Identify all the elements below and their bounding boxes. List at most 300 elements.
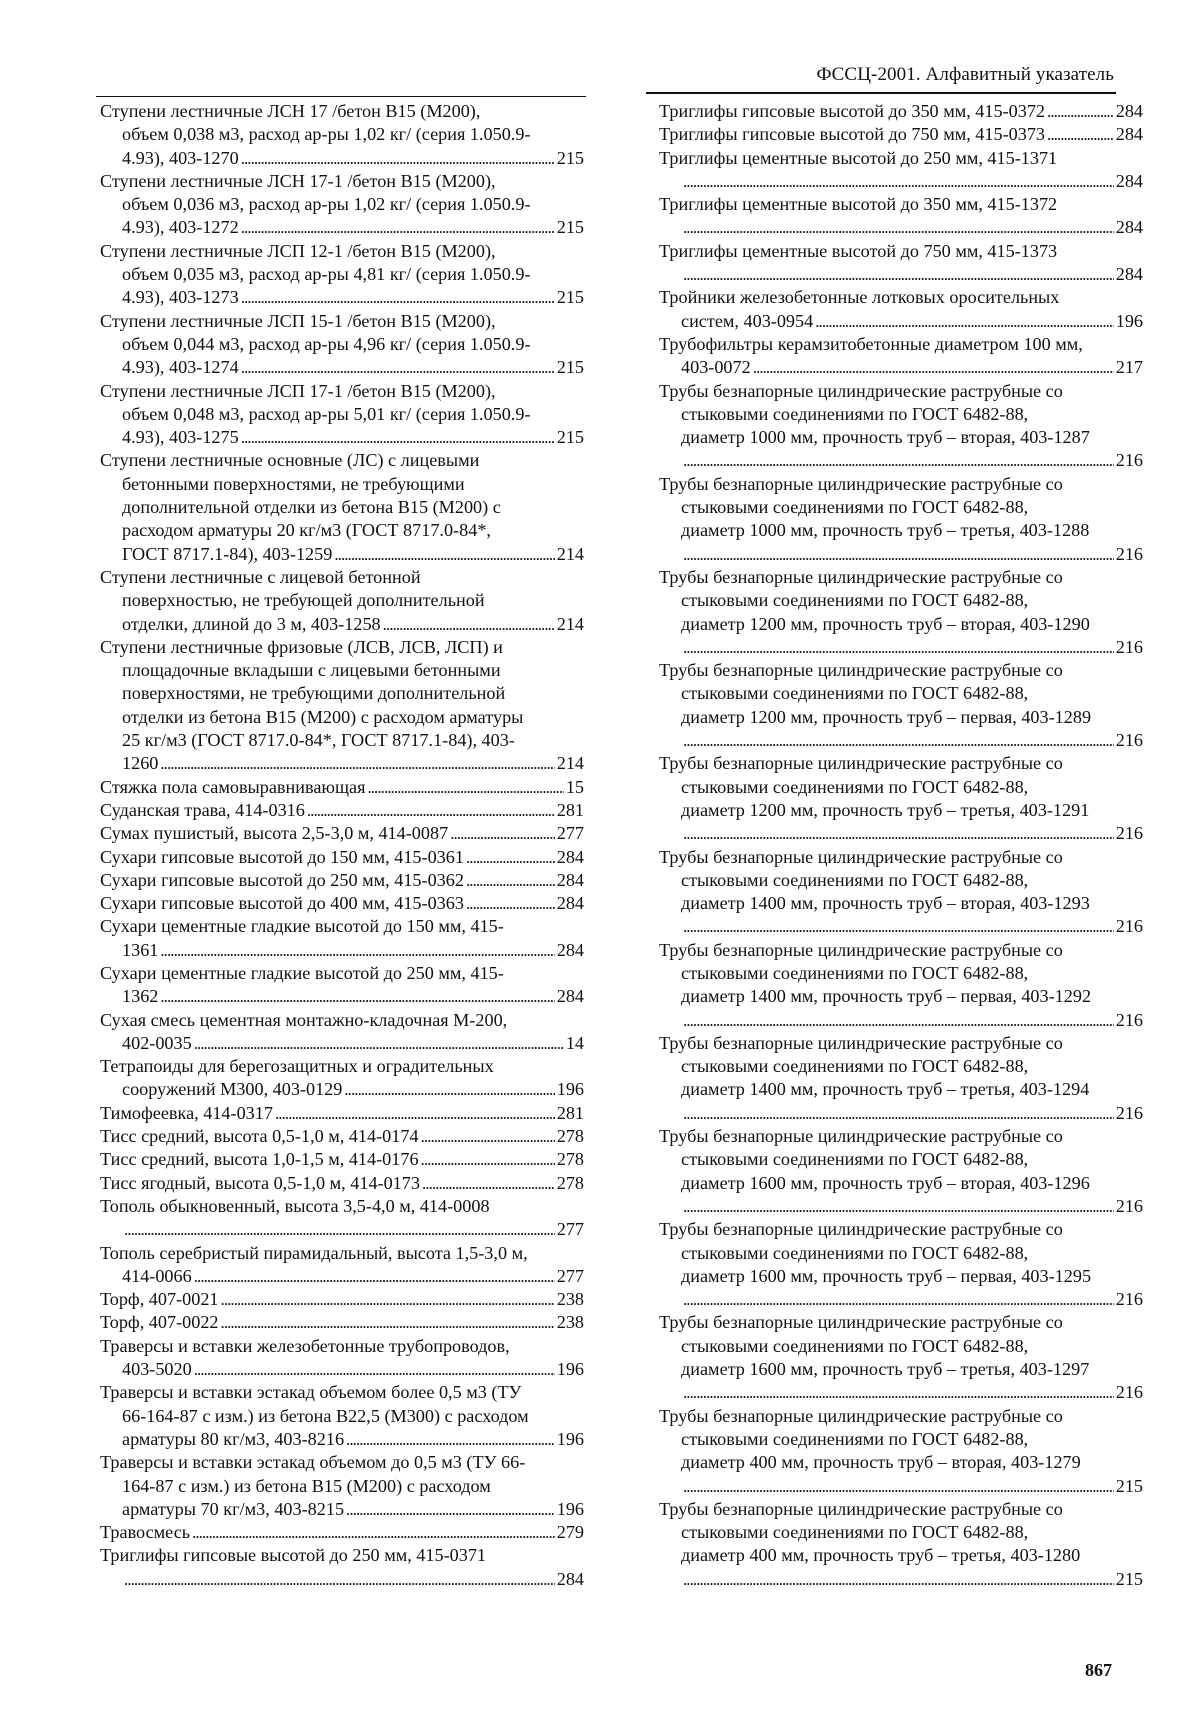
index-entry-page: 196 [556,1359,584,1380]
index-entry-text: Триглифы гипсовые высотой до 350 мм, 415-0372 [659,101,1046,121]
left-index-column [100,100,584,1591]
index-entry-line [659,403,1143,426]
index-entry-line [659,776,1143,799]
index-entry-text: 164-87 с изм.) из бетона В15 (М200) с расходом [122,1475,491,1496]
index-entry-page: 215 [556,287,584,308]
index-entry-line [659,1195,1143,1218]
dot-leader [194,1265,555,1288]
index-entry-text: диаметр 1400 мм, прочность труб – третья, 403-1294 [681,1079,1090,1100]
dot-leader [124,1218,555,1241]
index-entry-text: диаметр 1200 мм, прочность труб – первая, 403-1289 [681,706,1092,727]
index-entry-page: 284 [556,846,584,867]
index-entry-line [100,1242,584,1265]
dot-leader [160,985,554,1008]
index-entry-line [100,543,584,566]
index-entry-line [659,1521,1143,1544]
index-entry-text: диаметр 1600 мм, прочность труб – третья, 403-1297 [681,1359,1090,1380]
index-entry [659,333,1143,380]
index-entry-text: арматуры 80 кг/м3, 403-8216 [122,1428,345,1449]
index-entry-line [659,915,1143,938]
index-entry-line [100,822,584,845]
index-entry [100,915,584,962]
dot-leader [683,1102,1114,1125]
index-entry [100,776,584,799]
index-entry-page: 284 [1115,101,1143,121]
index-entry [100,566,584,636]
index-entry-text: Триглифы цементные высотой до 350 мм, 415-1372 [659,194,1058,215]
index-entry-line [100,496,584,519]
index-entry-line [659,1405,1143,1428]
index-entry-line [100,682,584,705]
index-entry-text: 1260 [122,753,159,774]
index-entry [659,473,1143,566]
dot-leader [367,776,563,799]
index-entry-line [100,1288,584,1311]
index-entry-text: Торф, 407-0022 [100,1312,219,1333]
index-entry-page: 284 [556,986,584,1007]
index-entry [659,659,1143,752]
index-entry-line [100,147,584,170]
index-entry-line [100,1544,584,1567]
index-entry-line [659,892,1143,915]
index-entry [659,1218,1143,1311]
index-entry-text: арматуры 70 кг/м3, 403-8215 [122,1498,345,1519]
dot-leader [383,613,555,636]
index-entry-line [659,1102,1143,1125]
index-entry-text: стыковыми соединениями по ГОСТ 6482-88, [681,497,1029,518]
index-entry-text: поверхностями, не требующими дополнительной [122,683,506,704]
index-entry-text: объем 0,038 м3, расход ар-ры 1,02 кг/ (серия 1.050.9- [122,124,531,145]
index-entry-text: 4.93), 403-1273 [122,287,239,308]
index-entry-line [659,1381,1143,1404]
index-entry-page: 216 [1115,730,1143,751]
index-entry-text: Трубы безнапорные цилиндрические раструбные со [659,1405,1063,1426]
index-entry-text: Трубы безнапорные цилиндрические раструбные со [659,660,1063,681]
index-entry-line [659,799,1143,822]
index-entry-text: Трубы безнапорные цилиндрические раструбные со [659,753,1063,774]
index-entry-text: дополнительной отделки из бетона В15 (М200) с [122,497,501,518]
index-entry-text: отделки из бетона В15 (М200) с расходом арматуры [122,706,524,727]
index-entry-line [659,1568,1143,1591]
index-entry-line [100,1265,584,1288]
index-entry [100,1195,584,1242]
index-entry-line [100,915,584,938]
index-entry-line [100,1521,584,1544]
index-entry-text: Тисс средний, высота 1,0-1,5 м, 414-0176 [100,1149,419,1170]
index-entry [100,1125,584,1148]
index-entry-page: 216 [1115,636,1143,657]
index-entry-text: Торф, 407-0021 [100,1289,219,1310]
index-entry-page: 278 [556,1149,584,1170]
dot-leader [194,1358,555,1381]
index-entry-text: отделки, длиной до 3 м, 403-1258 [122,613,381,634]
index-entry [100,170,584,240]
index-entry-text: Трубы безнапорные цилиндрические раструбные со [659,1219,1063,1240]
index-entry-text: диаметр 1600 мм, прочность труб – первая, 403-1295 [681,1265,1092,1286]
dot-leader [466,892,555,915]
index-entry-line [100,706,584,729]
dot-leader [192,1521,555,1544]
index-entry [659,286,1143,333]
index-entry-line [659,613,1143,636]
index-entry-text: 402-0035 [122,1032,192,1053]
index-entry-text: Ступени лестничные с лицевой бетонной [100,566,421,587]
index-entry-line [659,333,1143,356]
index-entry-line [100,1009,584,1032]
index-entry-page: 284 [556,869,584,890]
dot-leader [683,1009,1114,1032]
index-entry-text: Тисс средний, высота 0,5-1,0 м, 414-0174 [100,1126,419,1147]
index-entry-text: 66-164-87 с изм.) из бетона В22,5 (М300) с расходом [122,1405,529,1426]
index-entry-line [659,1218,1143,1241]
index-entry [659,147,1143,194]
right-index-column [659,100,1143,1591]
dot-leader [241,216,555,239]
index-entry-line [100,426,584,449]
index-entry-line [100,286,584,309]
index-entry-line [659,1125,1143,1148]
index-entry-page: 216 [1115,1289,1143,1310]
index-entry-page: 217 [1115,357,1143,378]
index-entry [100,1544,584,1591]
index-entry-page: 15 [565,776,584,797]
dot-leader [683,449,1114,472]
index-entry [659,1311,1143,1404]
index-entry-text: Ступени лестничные ЛСП 17-1 /бетон В15 (М200), [100,380,496,401]
index-entry-line [100,1125,584,1148]
index-entry [659,566,1143,659]
index-entry-text: Ступени лестничные ЛСН 17-1 /бетон В15 (М200), [100,170,496,191]
index-entry-line [659,263,1143,286]
index-entry-text: Травосмесь [100,1522,191,1543]
dot-leader [160,752,554,775]
index-entry-line [100,1498,584,1521]
dot-leader [683,1288,1114,1311]
index-entry-text: поверхностью, не требующей дополнительной [122,590,485,611]
index-entry-line [100,869,584,892]
index-entry [659,380,1143,473]
dot-leader [683,1568,1114,1591]
index-entry-text: 414-0066 [122,1265,192,1286]
index-entry-line [659,193,1143,216]
index-entry-line [100,636,584,659]
index-entry-page: 284 [556,893,584,914]
index-entry-page: 215 [556,427,584,448]
index-entry-text: стыковыми соединениями по ГОСТ 6482-88, [681,1522,1029,1543]
index-entry-line [659,589,1143,612]
index-entry [100,1172,584,1195]
dot-leader [683,543,1114,566]
index-entry-line [659,170,1143,193]
index-entry-line [659,1055,1143,1078]
index-entry-text: систем, 403-0954 [681,310,814,331]
index-entry-line [100,1032,584,1055]
dot-leader [683,1475,1114,1498]
index-entry-line [659,1078,1143,1101]
index-entry-page: 281 [556,799,584,820]
index-entry [100,1009,584,1056]
index-entry-page: 196 [1115,310,1143,331]
dot-leader [466,846,555,869]
index-entry-text: Тополь обыкновенный, высота 3,5-4,0 м, 414-0008 [100,1195,490,1216]
index-entry-line [100,170,584,193]
index-entry-text: стыковыми соединениями по ГОСТ 6482-88, [681,683,1029,704]
index-entry-line [659,822,1143,845]
index-entry-page: 284 [1115,170,1143,191]
dot-leader [683,729,1114,752]
index-entry-text: Ступени лестничные основные (ЛС) с лицевыми [100,450,480,471]
index-entry-line [100,589,584,612]
index-entry-line [659,356,1143,379]
index-entry [100,892,584,915]
dot-leader [683,915,1114,938]
index-entry-page: 216 [1115,1102,1143,1123]
index-entry-line [659,1335,1143,1358]
index-entry-text: стыковыми соединениями по ГОСТ 6482-88, [681,1242,1029,1263]
index-entry-text: Триглифы гипсовые высотой до 750 мм, 415-0373 [659,124,1046,145]
index-entry-line [659,1242,1143,1265]
index-entry-line [659,962,1143,985]
dot-leader [221,1288,555,1311]
index-entry [100,100,584,170]
index-entry-line [100,356,584,379]
dot-leader [753,356,1114,379]
index-entry-line [659,985,1143,1008]
index-entry-text: 4.93), 403-1270 [122,147,239,168]
index-entry-page: 284 [556,1568,584,1589]
index-entry-text: стыковыми соединениями по ГОСТ 6482-88, [681,590,1029,611]
index-entry-text: Сухари цементные гладкие высотой до 250 мм, 415- [100,962,504,983]
index-entry-text: Тройники железобетонные лотковых оросительных [659,287,1060,308]
index-entry-line [100,1381,584,1404]
index-entry-line [659,543,1143,566]
index-entry-line [100,473,584,496]
index-entry-line [659,240,1143,263]
index-entry-line [659,100,1143,123]
page-number: 867 [1085,1660,1112,1680]
index-entry-text: 403-0072 [681,357,751,378]
index-entry-text: Трубы безнапорные цилиндрические раструбные со [659,939,1063,960]
index-entry [100,822,584,845]
index-entry-text: Суданская трава, 414-0316 [100,799,305,820]
index-entry-text: объем 0,044 м3, расход ар-ры 4,96 кг/ (серия 1.050.9- [122,333,531,354]
index-entry-text: стыковыми соединениями по ГОСТ 6482-88, [681,1428,1029,1449]
index-entry-text: объем 0,048 м3, расход ар-ры 5,01 кг/ (серия 1.050.9- [122,403,531,424]
index-entry-text: стыковыми соединениями по ГОСТ 6482-88, [681,403,1029,424]
index-entry-line [100,1335,584,1358]
dot-leader [421,1148,555,1171]
index-entry-text: 4.93), 403-1275 [122,427,239,448]
index-entry-line [659,123,1143,146]
dot-leader [221,1311,555,1334]
index-entry-text: Триглифы цементные высотой до 250 мм, 415-1371 [659,147,1058,168]
index-entry-text: Сумах пушистый, высота 2,5-3,0 м, 414-0087 [100,823,449,844]
index-entry-text: диаметр 400 мм, прочность труб – третья, 403-1280 [681,1545,1081,1566]
index-entry-line [659,216,1143,239]
index-entry-line [659,1498,1143,1521]
index-entry-text: Ступени лестничные ЛСП 12-1 /бетон В15 (М200), [100,240,496,261]
dot-leader [160,939,554,962]
index-entry-text: Трубы безнапорные цилиндрические раструбные со [659,380,1063,401]
index-entry-page: 238 [556,1289,584,1310]
index-entry-line [100,240,584,263]
index-entry-line [100,939,584,962]
dot-leader [683,1381,1114,1404]
dot-leader [683,263,1114,286]
index-entry-line [659,1544,1143,1567]
index-entry-text: Тисс ягодный, высота 0,5-1,0 м, 414-0173 [100,1172,420,1193]
index-entry-line [100,193,584,216]
index-entry-text: объем 0,036 м3, расход ар-ры 1,02 кг/ (серия 1.050.9- [122,194,531,215]
index-entry-text: бетонными поверхностями, не требующими [122,473,465,494]
index-entry-line [100,1568,584,1591]
dot-leader [124,1568,555,1591]
index-entry-text: Тополь серебристый пирамидальный, высота 1,5-3,0 м, [100,1242,528,1263]
index-entry-line [100,519,584,542]
index-entry [100,846,584,869]
index-entry-line [659,706,1143,729]
index-entry-line [100,729,584,752]
index-entry-line [659,636,1143,659]
index-entry-line [100,449,584,472]
index-entry-line [659,286,1143,309]
index-entry-text: ГОСТ 8717.1-84), 403-1259 [122,543,333,564]
index-entry-line [100,659,584,682]
index-entry-line [100,892,584,915]
index-entry-line [659,729,1143,752]
index-entry-text: Сухари цементные гладкие высотой до 150 мм, 415- [100,916,504,937]
index-entry-text: стыковыми соединениями по ГОСТ 6482-88, [681,869,1029,890]
index-entry-text: стыковыми соединениями по ГОСТ 6482-88, [681,1335,1029,1356]
index-entry-page: 216 [1115,1009,1143,1030]
index-entry-page: 196 [556,1498,584,1519]
index-entry-line [659,566,1143,589]
index-entry-page: 214 [556,613,584,634]
index-entry-line [100,1172,584,1195]
index-entry-text: Трубы безнапорные цилиндрические раструбные со [659,473,1063,494]
index-entry [659,939,1143,1032]
index-entry [100,380,584,450]
index-entry-text: 4.93), 403-1272 [122,217,239,238]
index-entry-line [100,123,584,146]
index-entry [659,1032,1143,1125]
index-entry-line [659,147,1143,170]
index-entry-text: диаметр 1000 мм, прочность труб – вторая, 403-1287 [681,427,1090,448]
left-column-rule [96,96,586,97]
index-entry-line [659,426,1143,449]
index-entry-page: 216 [1115,1195,1143,1216]
index-entry-text: диаметр 1600 мм, прочность труб – вторая, 403-1296 [681,1172,1090,1193]
index-entry-line [659,1009,1143,1032]
dot-leader [241,286,555,309]
index-entry-text: Триглифы гипсовые высотой до 250 мм, 415-0371 [100,1545,487,1566]
index-entry-text: Тимофеевка, 414-0317 [100,1102,273,1123]
index-entry-line [659,1358,1143,1381]
index-entry-text: Трубофильтры керамзитобетонные диаметром 100 мм, [659,333,1083,354]
dot-leader [683,216,1114,239]
index-entry [100,449,584,565]
index-entry-text: Ступени лестничные ЛСН 17 /бетон В15 (М200), [100,101,481,121]
index-entry-page: 277 [556,823,584,844]
index-entry-page: 284 [556,939,584,960]
index-entry-line [100,1078,584,1101]
index-entry-text: 403-5020 [122,1359,192,1380]
index-entry-page: 278 [556,1172,584,1193]
index-entry [659,1405,1143,1498]
header-rule [646,92,1116,94]
index-entry-text: сооружений М300, 403-0129 [122,1079,343,1100]
dot-leader [450,822,555,845]
index-entry-line [100,1195,584,1218]
index-entry-line [100,1358,584,1381]
index-entry-line [659,1475,1143,1498]
index-entry-text: диаметр 1400 мм, прочность труб – первая, 403-1292 [681,986,1092,1007]
dot-leader [334,543,554,566]
dot-leader [346,1428,555,1451]
index-entry-text: 4.93), 403-1274 [122,357,239,378]
index-entry [659,100,1143,123]
dot-leader [466,869,555,892]
index-entry-page: 14 [565,1032,584,1053]
index-entry-page: 277 [556,1219,584,1240]
index-entry-text: Трубы безнапорные цилиндрические раструбные со [659,1032,1063,1053]
dot-leader [683,1195,1114,1218]
index-entry [659,846,1143,939]
index-entry-line [100,380,584,403]
index-entry-line [100,1102,584,1125]
index-entry-line [659,1265,1143,1288]
index-entry-page: 216 [1115,543,1143,564]
index-entry-line [659,310,1143,333]
index-entry [659,193,1143,240]
dot-leader [241,356,555,379]
dot-leader [275,1102,555,1125]
dot-leader [815,310,1114,333]
index-entry [100,1335,584,1382]
index-entry-text: 1361 [122,939,159,960]
index-entry-line [100,846,584,869]
index-entry-line [659,496,1143,519]
index-entry-page: 216 [1115,916,1143,937]
index-entry-page: 284 [1115,217,1143,238]
index-entry-text: Трубы безнапорные цилиндрические раструбные со [659,1498,1063,1519]
index-entry-text: диаметр 1000 мм, прочность труб – третья, 403-1288 [681,520,1090,541]
index-entry-line [100,263,584,286]
index-entry-text: Траверсы и вставки эстакад объемом до 0,5 м3 (ТУ 66- [100,1452,526,1473]
index-entry-line [659,473,1143,496]
index-entry-page: 215 [1115,1475,1143,1496]
index-entry-page: 284 [1115,124,1143,145]
index-entry-text: Ступени лестничные ЛСП 15-1 /бетон В15 (М200), [100,310,496,331]
index-entry-page: 215 [556,217,584,238]
index-entry-page: 278 [556,1126,584,1147]
index-entry-page: 214 [556,543,584,564]
index-entry-page: 214 [556,753,584,774]
index-entry-text: диаметр 1200 мм, прочность труб – третья, 403-1291 [681,799,1090,820]
index-entry-text: Сухари гипсовые высотой до 250 мм, 415-0362 [100,869,464,890]
index-entry-text: Траверсы и вставки эстакад объемом более 0,5 м3 (ТУ [100,1382,522,1403]
index-entry-line [659,939,1143,962]
index-entry-line [100,333,584,356]
index-entry-text: стыковыми соединениями по ГОСТ 6482-88, [681,1056,1029,1077]
index-entry-line [659,752,1143,775]
index-entry-text: стыковыми соединениями по ГОСТ 6482-88, [681,1149,1029,1170]
index-entry [100,1288,584,1311]
index-entry [100,1521,584,1544]
index-entry-line [659,846,1143,869]
index-entry [100,1451,584,1521]
index-entry-page: 277 [556,1265,584,1286]
